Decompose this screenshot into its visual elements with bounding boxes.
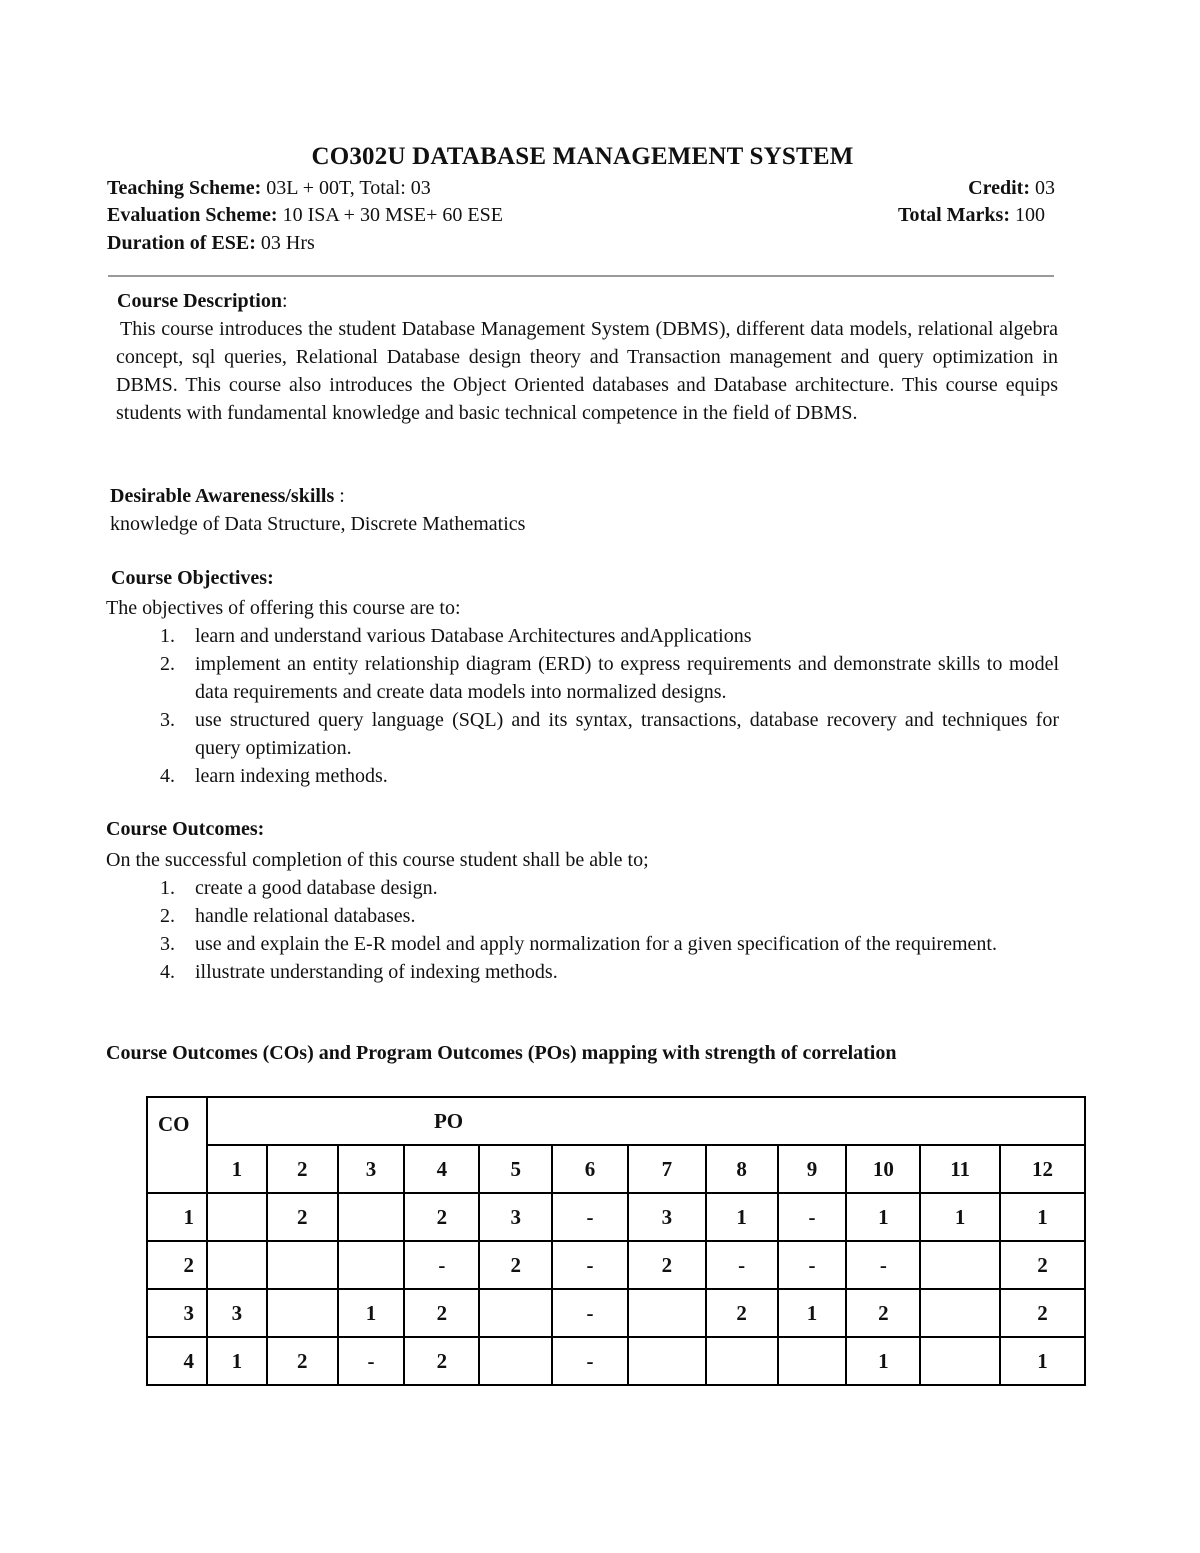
table-cell: 2 bbox=[628, 1241, 706, 1289]
total-marks-label: Total Marks: bbox=[897, 204, 1010, 226]
objectives-heading: Course Objectives: bbox=[111, 567, 274, 589]
table-cell: 1 bbox=[846, 1337, 920, 1385]
list-item: 4. illustrate understanding of indexing methods. bbox=[160, 961, 558, 983]
table-row bbox=[147, 1193, 1085, 1241]
outcomes-list bbox=[160, 874, 1059, 986]
list-item: 3. use and explain the E-R model and apply normalization for a given specification of the requirement. bbox=[160, 933, 997, 955]
teaching-scheme bbox=[107, 177, 431, 200]
credit-label: Credit: bbox=[968, 177, 1030, 199]
table-cell: 2 bbox=[1000, 1241, 1085, 1289]
teaching-scheme-value: 03L + 00T, Total: 03 bbox=[261, 177, 431, 199]
awareness-heading: Desirable Awareness/skills bbox=[110, 485, 335, 507]
table-cell: 2 bbox=[267, 1337, 338, 1385]
course-description-text: This course introduces the student Database Management System (DBMS), different data models, relational algebra concept, sql queries, Relational Database design theory and Transaction management and query optimization in DBMS. This course also introduces the Object Oriented databases and Database architecture. This course equips students with fundamental knowledge and basic technical competence in the field of DBMS. bbox=[116, 318, 1058, 424]
list-item: 3. use structured query language (SQL) and its syntax, transactions, database recovery and techniques for query optimization. bbox=[160, 709, 1059, 759]
table-cell: 1 bbox=[207, 1337, 267, 1385]
po-number: 11 bbox=[920, 1145, 1000, 1193]
co-number: 2 bbox=[147, 1241, 207, 1289]
evaluation-scheme-label: Evaluation Scheme: bbox=[107, 204, 278, 226]
po-number: 10 bbox=[846, 1145, 920, 1193]
po-number: 3 bbox=[338, 1145, 405, 1193]
table-row bbox=[147, 1337, 1085, 1385]
course-description-heading-line bbox=[117, 287, 288, 315]
header-divider bbox=[108, 275, 1054, 277]
co-number: 1 bbox=[147, 1193, 207, 1241]
table-cell: - bbox=[404, 1241, 479, 1289]
table-cell: - bbox=[778, 1193, 847, 1241]
co-number: 4 bbox=[147, 1337, 207, 1385]
table-cell bbox=[207, 1193, 267, 1241]
total-marks bbox=[898, 204, 1045, 227]
table-cell bbox=[267, 1241, 338, 1289]
table-cell bbox=[920, 1289, 1000, 1337]
table-cell: - bbox=[552, 1193, 628, 1241]
table-cell bbox=[778, 1337, 847, 1385]
po-number: 6 bbox=[552, 1145, 628, 1193]
table-cell: 3 bbox=[207, 1289, 267, 1337]
po-number: 1 bbox=[207, 1145, 267, 1193]
objectives-intro: The objectives of offering this course are to: bbox=[106, 597, 461, 619]
list-item: 4. learn indexing methods. bbox=[160, 765, 388, 787]
table-row bbox=[147, 1289, 1085, 1337]
table-cell bbox=[628, 1289, 706, 1337]
table-cell bbox=[479, 1337, 552, 1385]
table-cell bbox=[267, 1289, 338, 1337]
table-cell: - bbox=[338, 1337, 405, 1385]
teaching-scheme-row bbox=[107, 177, 1055, 200]
list-item: 2. handle relational databases. bbox=[160, 905, 416, 927]
table-cell: - bbox=[552, 1289, 628, 1337]
duration-row bbox=[107, 232, 1055, 255]
po-number: 4 bbox=[404, 1145, 479, 1193]
table-cell bbox=[706, 1337, 778, 1385]
course-description-heading: Course Description bbox=[117, 290, 282, 312]
table-cell: 1 bbox=[920, 1193, 1000, 1241]
awareness-text: knowledge of Data Structure, Discrete Mathematics bbox=[110, 513, 526, 535]
po-column-header: PO bbox=[207, 1097, 1085, 1145]
po-number: 8 bbox=[706, 1145, 778, 1193]
mapping-heading: Course Outcomes (COs) and Program Outcomes (POs) mapping with strength of correlation bbox=[106, 1042, 897, 1064]
table-cell: 1 bbox=[706, 1193, 778, 1241]
document-title: CO302U DATABASE MANAGEMENT SYSTEM bbox=[311, 143, 854, 170]
table-cell: 1 bbox=[846, 1193, 920, 1241]
table-cell: - bbox=[778, 1241, 847, 1289]
table-cell bbox=[920, 1241, 1000, 1289]
po-number-row bbox=[147, 1145, 1085, 1193]
table-cell: 1 bbox=[1000, 1337, 1085, 1385]
credit bbox=[968, 177, 1055, 200]
po-number: 2 bbox=[267, 1145, 338, 1193]
co-po-mapping-table bbox=[146, 1096, 1086, 1386]
list-item: 1. learn and understand various Database Architectures andApplications bbox=[160, 625, 752, 647]
po-number: 12 bbox=[1000, 1145, 1085, 1193]
table-cell: 1 bbox=[778, 1289, 847, 1337]
table-cell bbox=[338, 1193, 405, 1241]
po-number: 9 bbox=[778, 1145, 847, 1193]
objectives-list bbox=[160, 622, 1059, 790]
table-cell: 3 bbox=[628, 1193, 706, 1241]
evaluation-scheme-row bbox=[107, 204, 1045, 227]
table-cell: - bbox=[706, 1241, 778, 1289]
awareness-heading-line bbox=[110, 482, 345, 510]
course-description-colon: : bbox=[281, 290, 288, 312]
table-cell: 1 bbox=[1000, 1193, 1085, 1241]
duration-label: Duration of ESE: bbox=[107, 232, 256, 254]
table-cell: 2 bbox=[846, 1289, 920, 1337]
outcomes-heading: Course Outcomes: bbox=[106, 818, 265, 840]
table-cell: - bbox=[552, 1337, 628, 1385]
total-marks-value: 100 bbox=[1010, 204, 1045, 226]
table-cell bbox=[207, 1241, 267, 1289]
evaluation-scheme bbox=[107, 204, 503, 227]
table-cell bbox=[628, 1337, 706, 1385]
duration bbox=[107, 232, 315, 255]
table-cell: - bbox=[846, 1241, 920, 1289]
list-item: 1. create a good database design. bbox=[160, 877, 438, 899]
table-cell: 2 bbox=[706, 1289, 778, 1337]
outcomes-intro: On the successful completion of this course student shall be able to; bbox=[106, 849, 649, 871]
table-cell bbox=[479, 1289, 552, 1337]
co-number: 3 bbox=[147, 1289, 207, 1337]
table-cell: 2 bbox=[1000, 1289, 1085, 1337]
table-cell: - bbox=[552, 1241, 628, 1289]
po-number: 7 bbox=[628, 1145, 706, 1193]
table-cell: 2 bbox=[267, 1193, 338, 1241]
table-row bbox=[147, 1241, 1085, 1289]
table-cell: 2 bbox=[404, 1337, 479, 1385]
table-cell: 2 bbox=[404, 1289, 479, 1337]
co-column-header: CO bbox=[147, 1097, 207, 1193]
evaluation-scheme-value: 10 ISA + 30 MSE+ 60 ESE bbox=[277, 204, 503, 226]
table-cell: 3 bbox=[479, 1193, 552, 1241]
table-header-row bbox=[147, 1097, 1085, 1145]
po-number: 5 bbox=[479, 1145, 552, 1193]
teaching-scheme-label: Teaching Scheme: bbox=[107, 177, 262, 199]
awareness-colon: : bbox=[334, 485, 345, 507]
table-cell: 2 bbox=[404, 1193, 479, 1241]
table-cell: 1 bbox=[338, 1289, 405, 1337]
table-cell: 2 bbox=[479, 1241, 552, 1289]
table-cell bbox=[920, 1337, 1000, 1385]
duration-value: 03 Hrs bbox=[255, 232, 315, 254]
credit-value: 03 bbox=[1030, 177, 1055, 199]
table-cell bbox=[338, 1241, 405, 1289]
list-item: 2. implement an entity relationship diagram (ERD) to express requirements and demonstrate skills to model data requirements and create data models into normalized designs. bbox=[160, 653, 1059, 703]
